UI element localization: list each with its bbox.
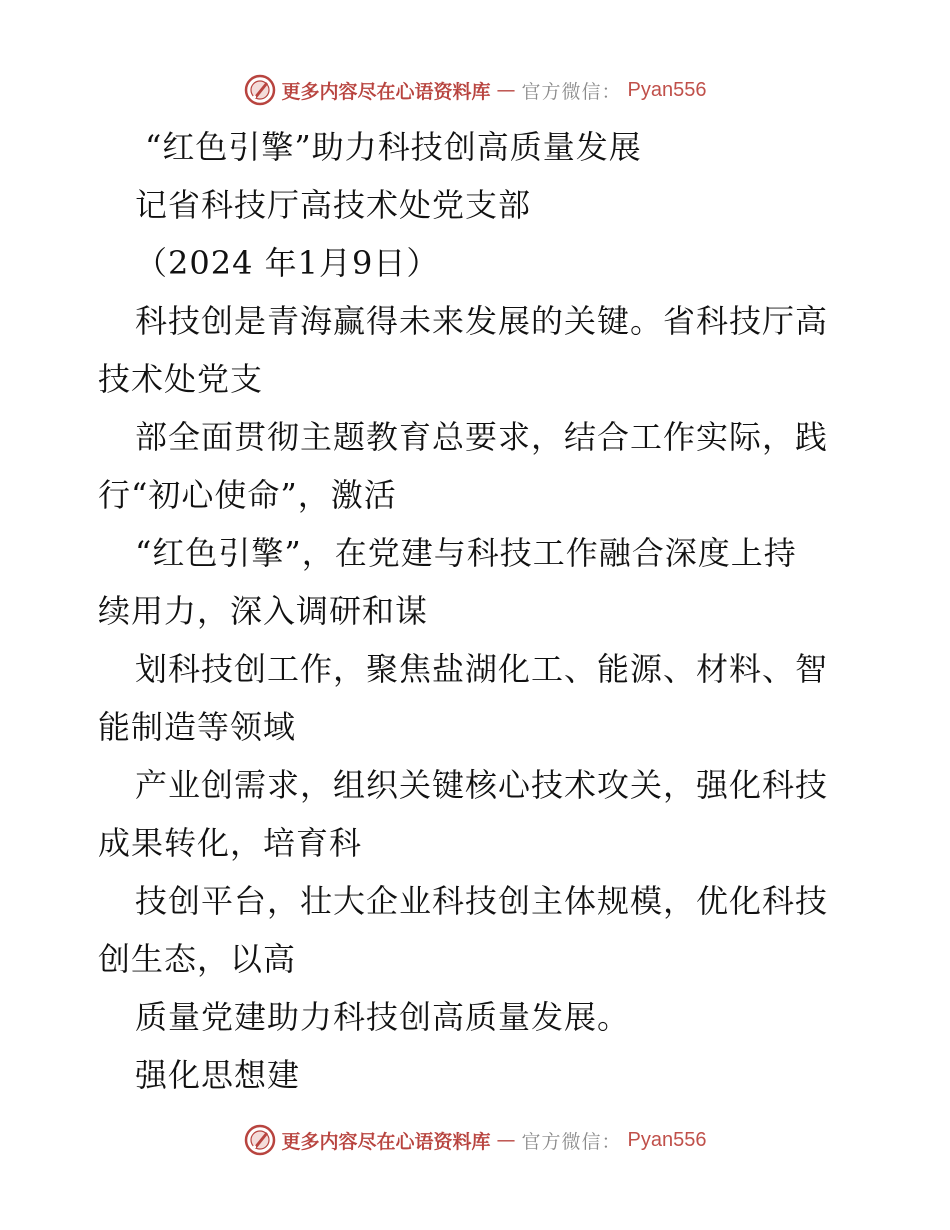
paragraph-1-line-1: 科技创是青海赢得未来发展的关键。省科技厅高	[135, 302, 829, 340]
paragraph-4-line-2: 能制造等领域	[98, 708, 297, 746]
quill-pen-circle-icon	[244, 74, 276, 106]
paragraph-2-line-2: 行“初心使命”，激活	[98, 476, 397, 514]
header-watermark	[0, 72, 950, 108]
paragraph-1-line-2: 技术处党支	[98, 360, 264, 398]
paragraph-6-line-2: 创生态，以高	[98, 940, 297, 978]
paragraph-6-line-1: 技创平台，壮大企业科技创主体规模，优化科技	[135, 882, 829, 920]
watermark-dash: —	[496, 1129, 516, 1151]
watermark-dash: —	[496, 79, 516, 101]
paragraph-7-line-1: 质量党建助力科技创高质量发展。	[135, 998, 631, 1036]
paragraph-2-line-1: 部全面贯彻主题教育总要求，结合工作实际，践	[135, 418, 829, 456]
paragraph-5-line-2: 成果转化，培育科	[98, 824, 363, 862]
watermark-brand-text: 更多内容尽在心语资料库	[281, 1130, 491, 1153]
footer-watermark	[0, 1122, 950, 1158]
watermark-brand-text: 更多内容尽在心语资料库	[281, 80, 491, 103]
paragraph-5-line-1: 产业创需求，组织关键核心技术攻关，强化科技	[135, 766, 829, 804]
paragraph-3-line-2: 续用力，深入调研和谋	[98, 592, 429, 630]
document-date: （2024 年1月9日）	[135, 244, 440, 282]
paragraph-4-line-1: 划科技创工作，聚焦盐湖化工、能源、材料、智	[135, 650, 829, 688]
watermark-label: 官方微信：	[521, 80, 622, 103]
paragraph-8-line-1: 强化思想建	[135, 1056, 301, 1094]
document-subtitle: 记省科技厅高技术处党支部	[135, 186, 532, 224]
paragraph-3-line-1: “红色引擎”，在党建与科技工作融合深度上持	[135, 534, 797, 572]
quill-pen-circle-icon	[244, 1124, 276, 1156]
watermark-account: Pyan556	[627, 1128, 707, 1151]
document-title: “红色引擎”助力科技创高质量发展	[145, 128, 642, 166]
watermark-account: Pyan556	[627, 78, 707, 101]
watermark-label: 官方微信：	[521, 1130, 622, 1153]
